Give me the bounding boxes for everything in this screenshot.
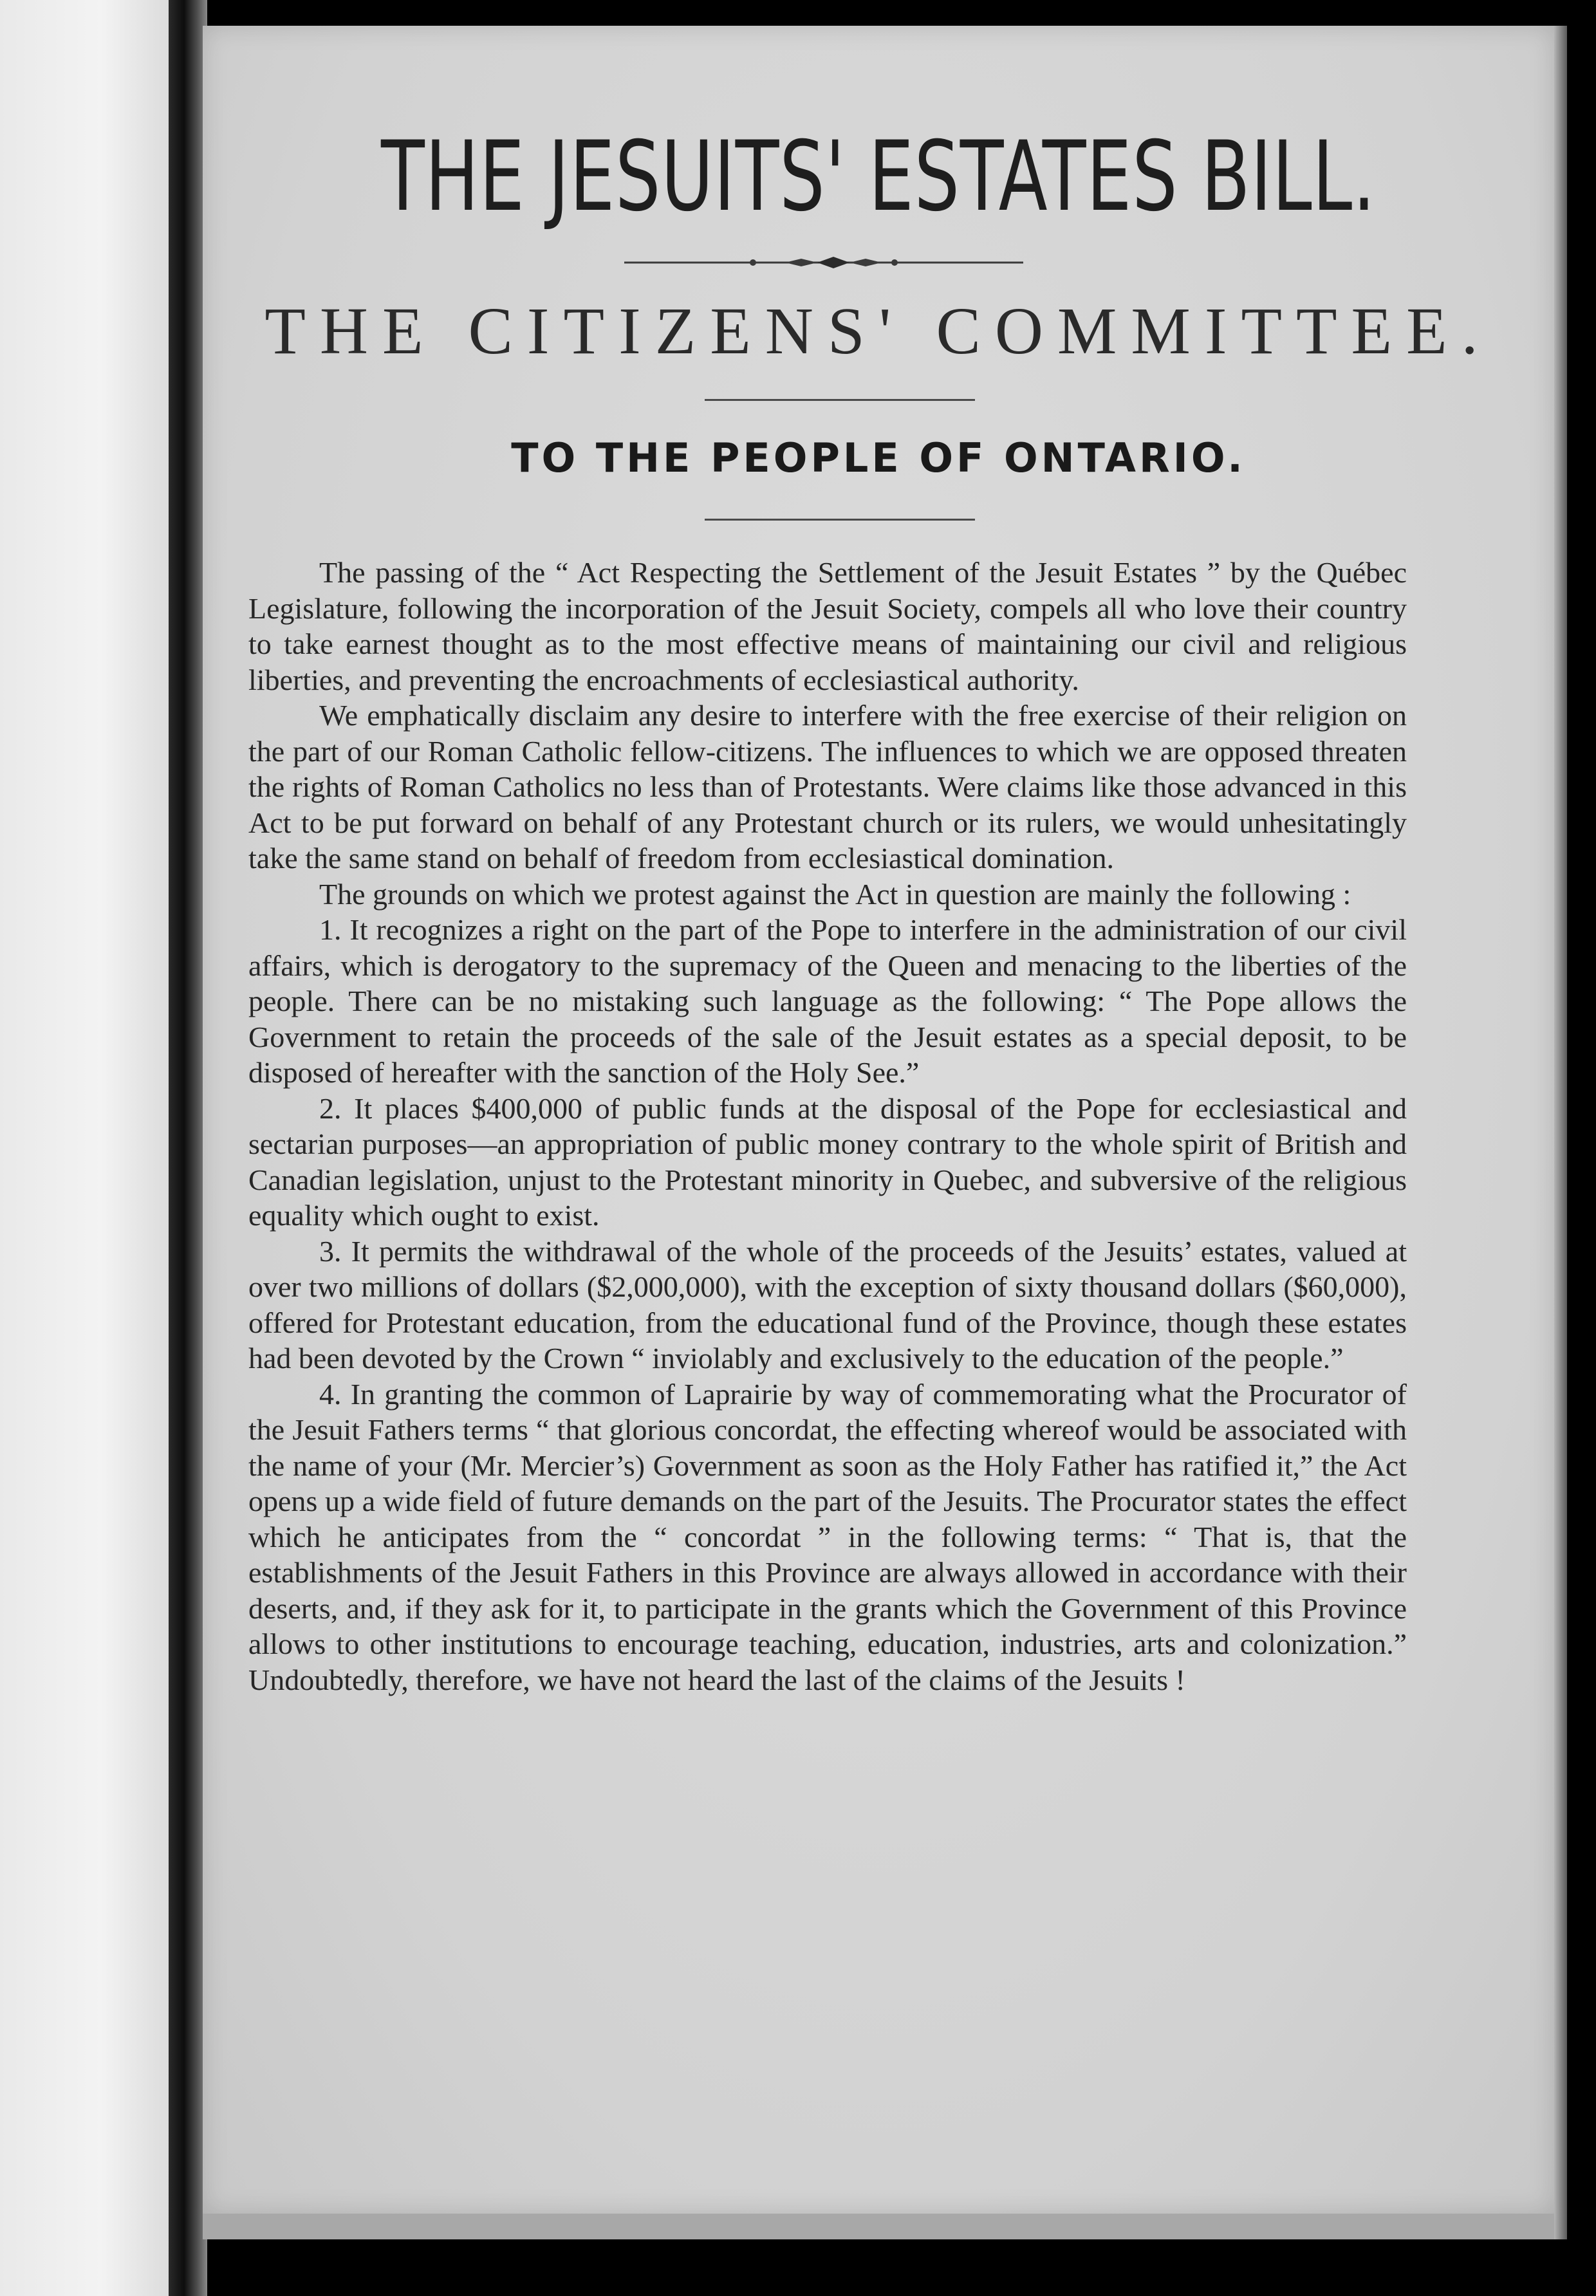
address-heading: TO THE PEOPLE OF ONTARIO.	[511, 434, 1246, 481]
numbered-paragraph: 2. It places $400,000 of public funds at the disposal of the Pope for ecclesiastical and sectarian purposes—an appropriation of public money contrary to the whole spirit of British and Canadian legislation, unjust to the Protestant minority in Quebec, and subversive of the religious equality which ought to exist.	[248, 1091, 1407, 1232]
paragraph: We emphatically disclaim any desire to interfere with the free exercise of their religion on the part of our Roman Catholic fellow-citizens. The influences to which we are opposed threaten the rights of Roman Catholics no less than of Protestants. Were claims like those advanced in this Act to be put forward on behalf of any Protestant church or its rulers, we would unhesitatingly take the same stand on behalf of freedom from ecclesiastical domination.	[248, 699, 1407, 875]
numbered-paragraph: 1. It recognizes a right on the part of the Pope to interfere in the administration of our civil affairs, which is derogatory to the supremacy of the Queen and menacing to the liberties of the people. There can be no mistaking such language as the following: “ The Pope allows the Government to retain the proceeds of the sale of the Jesuit estates as a special deposit, to be disposed of hereafter with the sanction of the Holy See.”	[248, 913, 1407, 1089]
numbered-paragraph: 4. In granting the common of Laprairie by way of commemorating what the Procurator of the Jesuit Fathers terms “ that glorious concordat, the effecting whereof would be associated with the name of your (Mr. Mercier’s) Government as soon as the Holy Father has ratified it,” the Act opens up a wide field of future demands on the part of the Jesuits. The Procurator states the effect which he anticipates from the “ concordat ” in the following terms: “ That is, that the establishments of the Jesuit Fathers in this Province are always allowed in accordance with their deserts, and, if they ask for it, to participate in the grants which the Government of this Province allows to other institutions to encourage teaching, education, industries, arts and colonization.” Undoubtedly, therefore, we have not heard the last of the claims of the Jesuits !	[248, 1377, 1407, 1696]
ornamental-rule	[624, 253, 1023, 272]
facing-page-edge	[0, 0, 169, 2296]
divider-rule	[705, 399, 975, 401]
page-bottom-edge	[203, 2214, 1554, 2239]
paragraph: The grounds on which we protest against the Act in question are mainly the following :	[319, 877, 1351, 911]
paragraph: The passing of the “ Act Respecting the Settlement of the Jesuit Estates ” by the Québec Legislature, following the incorporation of the Jesuit Society, compels all who love their country to take earnest thought as to the most effective means of maintaining our civil and religious liberties, and preventing the encroachments of ecclesiastical authority.	[248, 556, 1407, 696]
numbered-paragraph: 3. It permits the withdrawal of the whole of the proceeds of the Jesuits’ estates, valued at over two millions of dollars ($2,000,000), with the exception of sixty thousand dollars ($60,000), offered for Protestant education, from the educational fund of the Province, though these estates had been devoted by the Crown “ inviolably and exclusively to the education of the people.”	[248, 1234, 1407, 1375]
page-right-edge	[1554, 26, 1567, 2239]
body-text	[248, 555, 1407, 1698]
document-subtitle: THE CITIZENS' COMMITTEE.	[264, 294, 1492, 368]
divider-rule	[705, 519, 975, 521]
document-title: THE JESUITS' ESTATES BILL.	[381, 121, 1376, 233]
book-gutter	[169, 0, 207, 2296]
